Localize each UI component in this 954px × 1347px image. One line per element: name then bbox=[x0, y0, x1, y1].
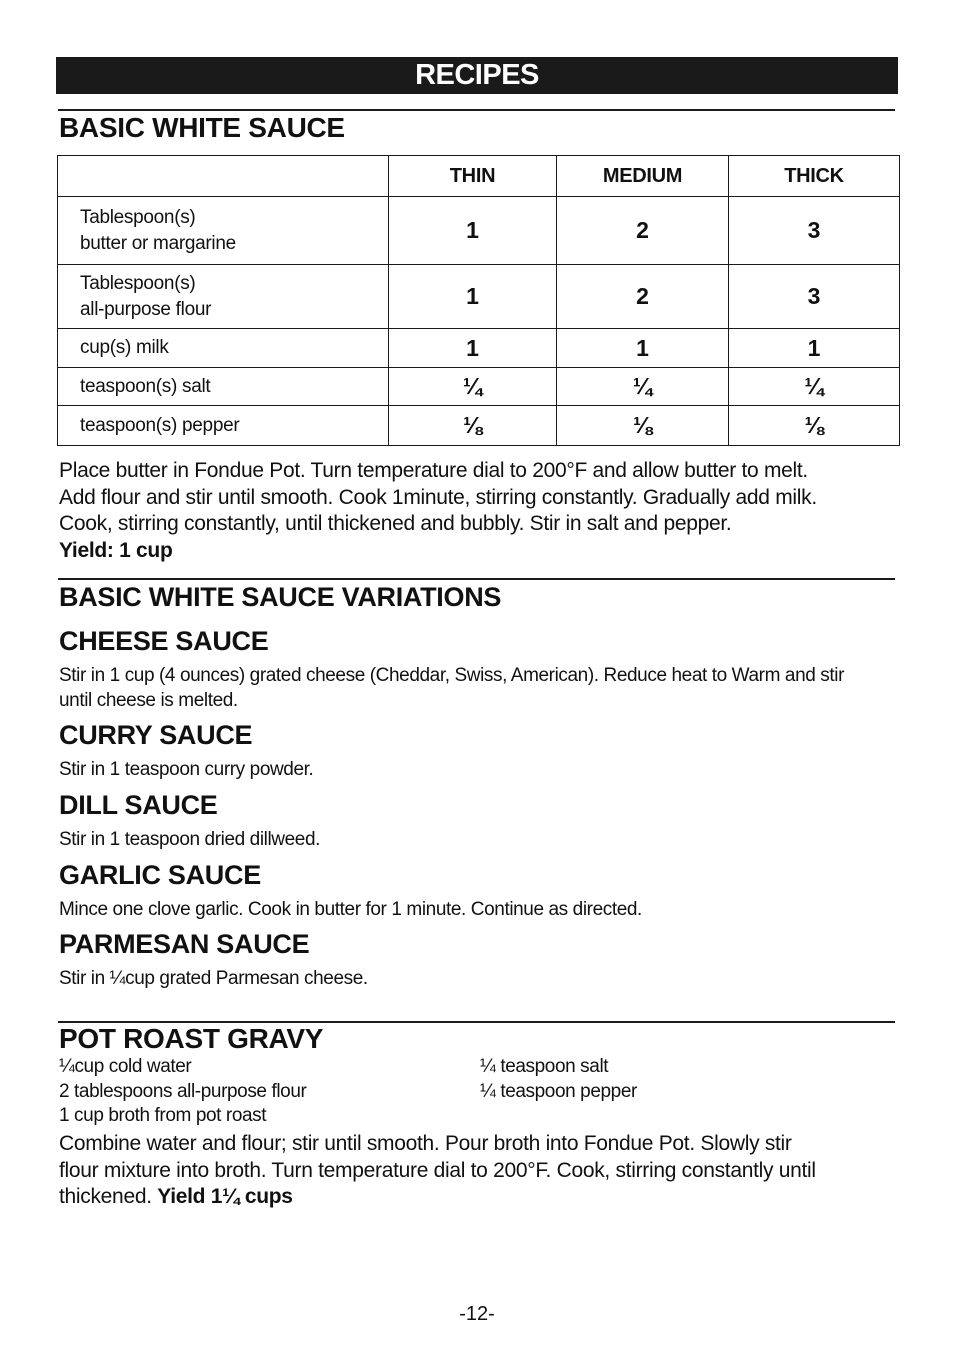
ingredient-cell: cup(s) milk bbox=[58, 329, 389, 368]
ingredient-cell: teaspoon(s) pepper bbox=[58, 406, 389, 446]
gravy-ingredients-right bbox=[480, 1055, 637, 1104]
amount-cell: 1 bbox=[389, 329, 557, 368]
table-row bbox=[58, 406, 900, 446]
amount-cell: 1 bbox=[557, 329, 729, 368]
table-row bbox=[58, 368, 900, 406]
table-header-row bbox=[58, 156, 900, 197]
variation-title: CHEESE SAUCE bbox=[59, 626, 269, 656]
divider bbox=[58, 578, 895, 580]
amount-cell: ¼ bbox=[729, 368, 900, 406]
table-row bbox=[58, 265, 900, 329]
section-title: POT ROAST GRAVY bbox=[59, 1023, 324, 1054]
text-line: until cheese is melted. bbox=[59, 689, 238, 711]
page-number: -12- bbox=[459, 1303, 495, 1325]
amount-cell: 1 bbox=[389, 265, 557, 329]
instruction-line bbox=[59, 1184, 899, 1211]
recipes-banner: RECIPES bbox=[56, 57, 898, 94]
instruction-text: thickened. bbox=[59, 1185, 152, 1208]
table-header-cell: MEDIUM bbox=[557, 156, 729, 197]
instruction-line: flour mixture into broth. Turn temperature dial to 200°F. Cook, stirring constantly until bbox=[59, 1158, 816, 1182]
variation-text: Stir in ¼cup grated Parmesan cheese. bbox=[59, 968, 368, 989]
amount-cell: 1 bbox=[389, 197, 557, 265]
amount-cell: 3 bbox=[729, 197, 900, 265]
variation-title: CURRY SAUCE bbox=[59, 720, 253, 750]
gravy-instructions bbox=[59, 1131, 899, 1211]
amount-cell: ¼ bbox=[389, 368, 557, 406]
amount-cell: 2 bbox=[557, 197, 729, 265]
ingredient-line: 1 cup broth from pot roast bbox=[59, 1105, 267, 1126]
table-header-cell: THIN bbox=[389, 156, 557, 197]
white-sauce-instructions bbox=[59, 458, 899, 564]
variation-title: PARMESAN SAUCE bbox=[59, 929, 310, 959]
ingredient-label: Tablespoon(s) bbox=[80, 272, 196, 294]
ingredient-cell bbox=[58, 265, 389, 329]
divider bbox=[58, 109, 895, 111]
ingredient-label: all-purpose flour bbox=[80, 298, 212, 320]
section-title: BASIC WHITE SAUCE bbox=[59, 112, 345, 143]
ingredient-label: Tablespoon(s) bbox=[80, 206, 196, 228]
section-title: BASIC WHITE SAUCE VARIATIONS bbox=[59, 582, 502, 612]
variation-text: Stir in 1 teaspoon curry powder. bbox=[59, 759, 314, 780]
amount-cell: ⅛ bbox=[389, 406, 557, 446]
yield-text: Yield 1¼ cups bbox=[157, 1185, 293, 1208]
instruction-line: Combine water and flour; stir until smooth. Pour broth into Fondue Pot. Slowly stir bbox=[59, 1132, 792, 1155]
ingredient-label: butter or margarine bbox=[80, 232, 236, 254]
variation-text: Mince one clove garlic. Cook in butter for 1 minute. Continue as directed. bbox=[59, 899, 642, 920]
white-sauce-table bbox=[57, 155, 900, 446]
instruction-line: Add flour and stir until smooth. Cook 1minute, stirring constantly. Gradually add milk. bbox=[59, 485, 817, 509]
text-line: Stir in 1 cup (4 ounces) grated cheese (Cheddar, Swiss, American). Reduce heat to Warm and stir bbox=[59, 665, 845, 686]
ingredient-line: ¼ teaspoon pepper bbox=[480, 1080, 637, 1102]
ingredient-line: ¼ teaspoon salt bbox=[480, 1056, 609, 1077]
ingredient-cell: teaspoon(s) salt bbox=[58, 368, 389, 406]
yield-text: Yield: 1 cup bbox=[59, 538, 173, 562]
variation-text bbox=[59, 664, 879, 713]
table-header-cell bbox=[58, 156, 389, 197]
table-row bbox=[58, 197, 900, 265]
instruction-line: Cook, stirring constantly, until thickened and bubbly. Stir in salt and pepper. bbox=[59, 512, 732, 535]
ingredient-line: 2 tablespoons all-purpose flour bbox=[59, 1080, 307, 1102]
amount-cell: 2 bbox=[557, 265, 729, 329]
table-row bbox=[58, 329, 900, 368]
table-header-cell: THICK bbox=[729, 156, 900, 197]
variation-title: DILL SAUCE bbox=[59, 790, 218, 820]
amount-cell: ⅛ bbox=[729, 406, 900, 446]
ingredient-cell bbox=[58, 197, 389, 265]
ingredient-line: ¼cup cold water bbox=[59, 1056, 192, 1077]
gravy-ingredients-left bbox=[59, 1055, 459, 1129]
instruction-line: Place butter in Fondue Pot. Turn temperature dial to 200°F and allow butter to melt. bbox=[59, 459, 808, 482]
amount-cell: 3 bbox=[729, 265, 900, 329]
amount-cell: ⅛ bbox=[557, 406, 729, 446]
amount-cell: 1 bbox=[729, 329, 900, 368]
variation-title: GARLIC SAUCE bbox=[59, 860, 261, 890]
variation-text: Stir in 1 teaspoon dried dillweed. bbox=[59, 829, 321, 850]
amount-cell: ¼ bbox=[557, 368, 729, 406]
